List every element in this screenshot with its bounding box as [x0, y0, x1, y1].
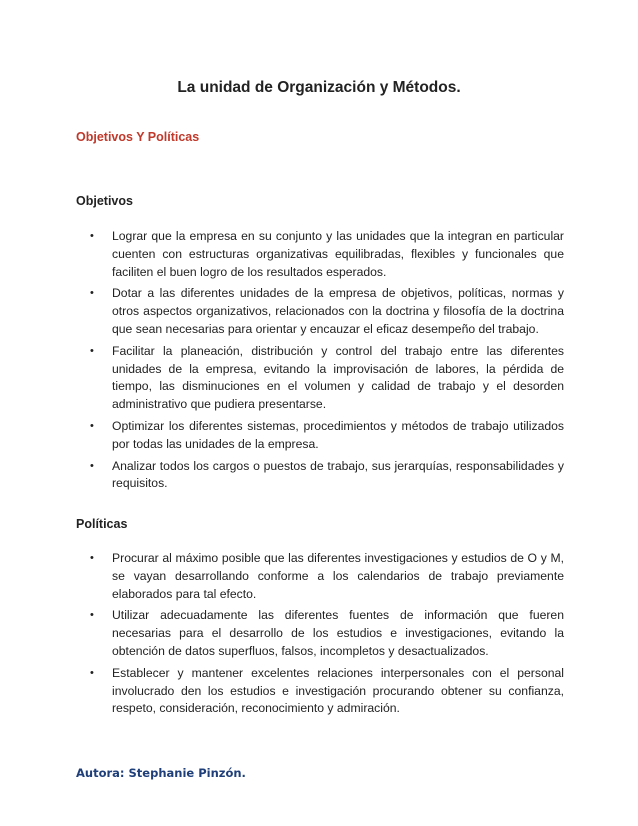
list-item-text: Procurar al máximo posible que las diferentes investigaciones y estudios de O y M, se vayan desarrollando conforme a los calendarios de trabajo previamente elaborados para tal efecto. [112, 551, 564, 601]
list-item [76, 228, 564, 281]
list-item-text: Establecer y mantener excelentes relaciones interpersonales con el personal involucrado den los estudios e investigación procurando obtener su confianza, respeto, consideración, reconocimiento y admiración. [112, 665, 564, 716]
bullet-icon: • [90, 609, 94, 622]
bullet-icon: • [90, 552, 94, 564]
objetivos-list [76, 228, 564, 497]
bullet-icon: • [90, 344, 94, 357]
list-item-text: Analizar todos los cargos o puestos de trabajo, sus jerarquías, responsabilidades y requisitos. [112, 458, 564, 491]
document-title: La unidad de Organización y Métodos. [177, 79, 461, 96]
list-item-text: Dotar a las diferentes unidades de la empresa de objetivos, políticas, normas y otros aspectos organizativos, relacionados con la doctrina y filosofía de la doctrina que sean necesarias para orientar y encauzar el eficaz desempeño del trabajo. [112, 286, 564, 336]
bullet-icon: • [90, 459, 94, 472]
politicas-list [76, 550, 564, 722]
list-item-text: Utilizar adecuadamente las diferentes fuentes de información que fueren necesarias para el desarrollo de los estudios e investigaciones, evitando la obtención de datos superfluos, falsos, incompletos y desactualizados. [112, 608, 564, 658]
section-heading: Objetivos Y Políticas [76, 130, 200, 144]
list-item [76, 550, 564, 603]
bullet-icon: • [90, 230, 94, 242]
bullet-icon: • [90, 287, 94, 300]
list-item [76, 607, 564, 660]
list-item [76, 285, 564, 338]
author-footer: Autora: Stephanie Pinzón. [76, 766, 246, 780]
list-item-text: Facilitar la planeación, distribución y control del trabajo entre las diferentes unidades de la empresa, evitando la improvisación de labores, la pérdida de tiempo, las disminuciones en el volumen y calidad de trabajo y el desorden administrativo que pudiera presentarse. [112, 343, 564, 412]
list-item-text: Optimizar los diferentes sistemas, procedimientos y métodos de trabajo utilizados por todas las unidades de la empresa. [112, 418, 564, 451]
list-item [76, 665, 564, 718]
list-item [76, 418, 564, 454]
politicas-heading: Políticas [76, 517, 128, 531]
list-item [76, 343, 564, 414]
bullet-icon: • [90, 666, 94, 679]
objetivos-heading: Objetivos [76, 194, 133, 208]
list-item [76, 458, 564, 494]
list-item-text: Lograr que la empresa en su conjunto y las unidades que la integran en particular cuenten con estructuras organizativas equilibradas, flexibles y funcionales que faciliten el buen logro de los resultados esperados. [112, 229, 564, 279]
bullet-icon: • [90, 419, 94, 432]
